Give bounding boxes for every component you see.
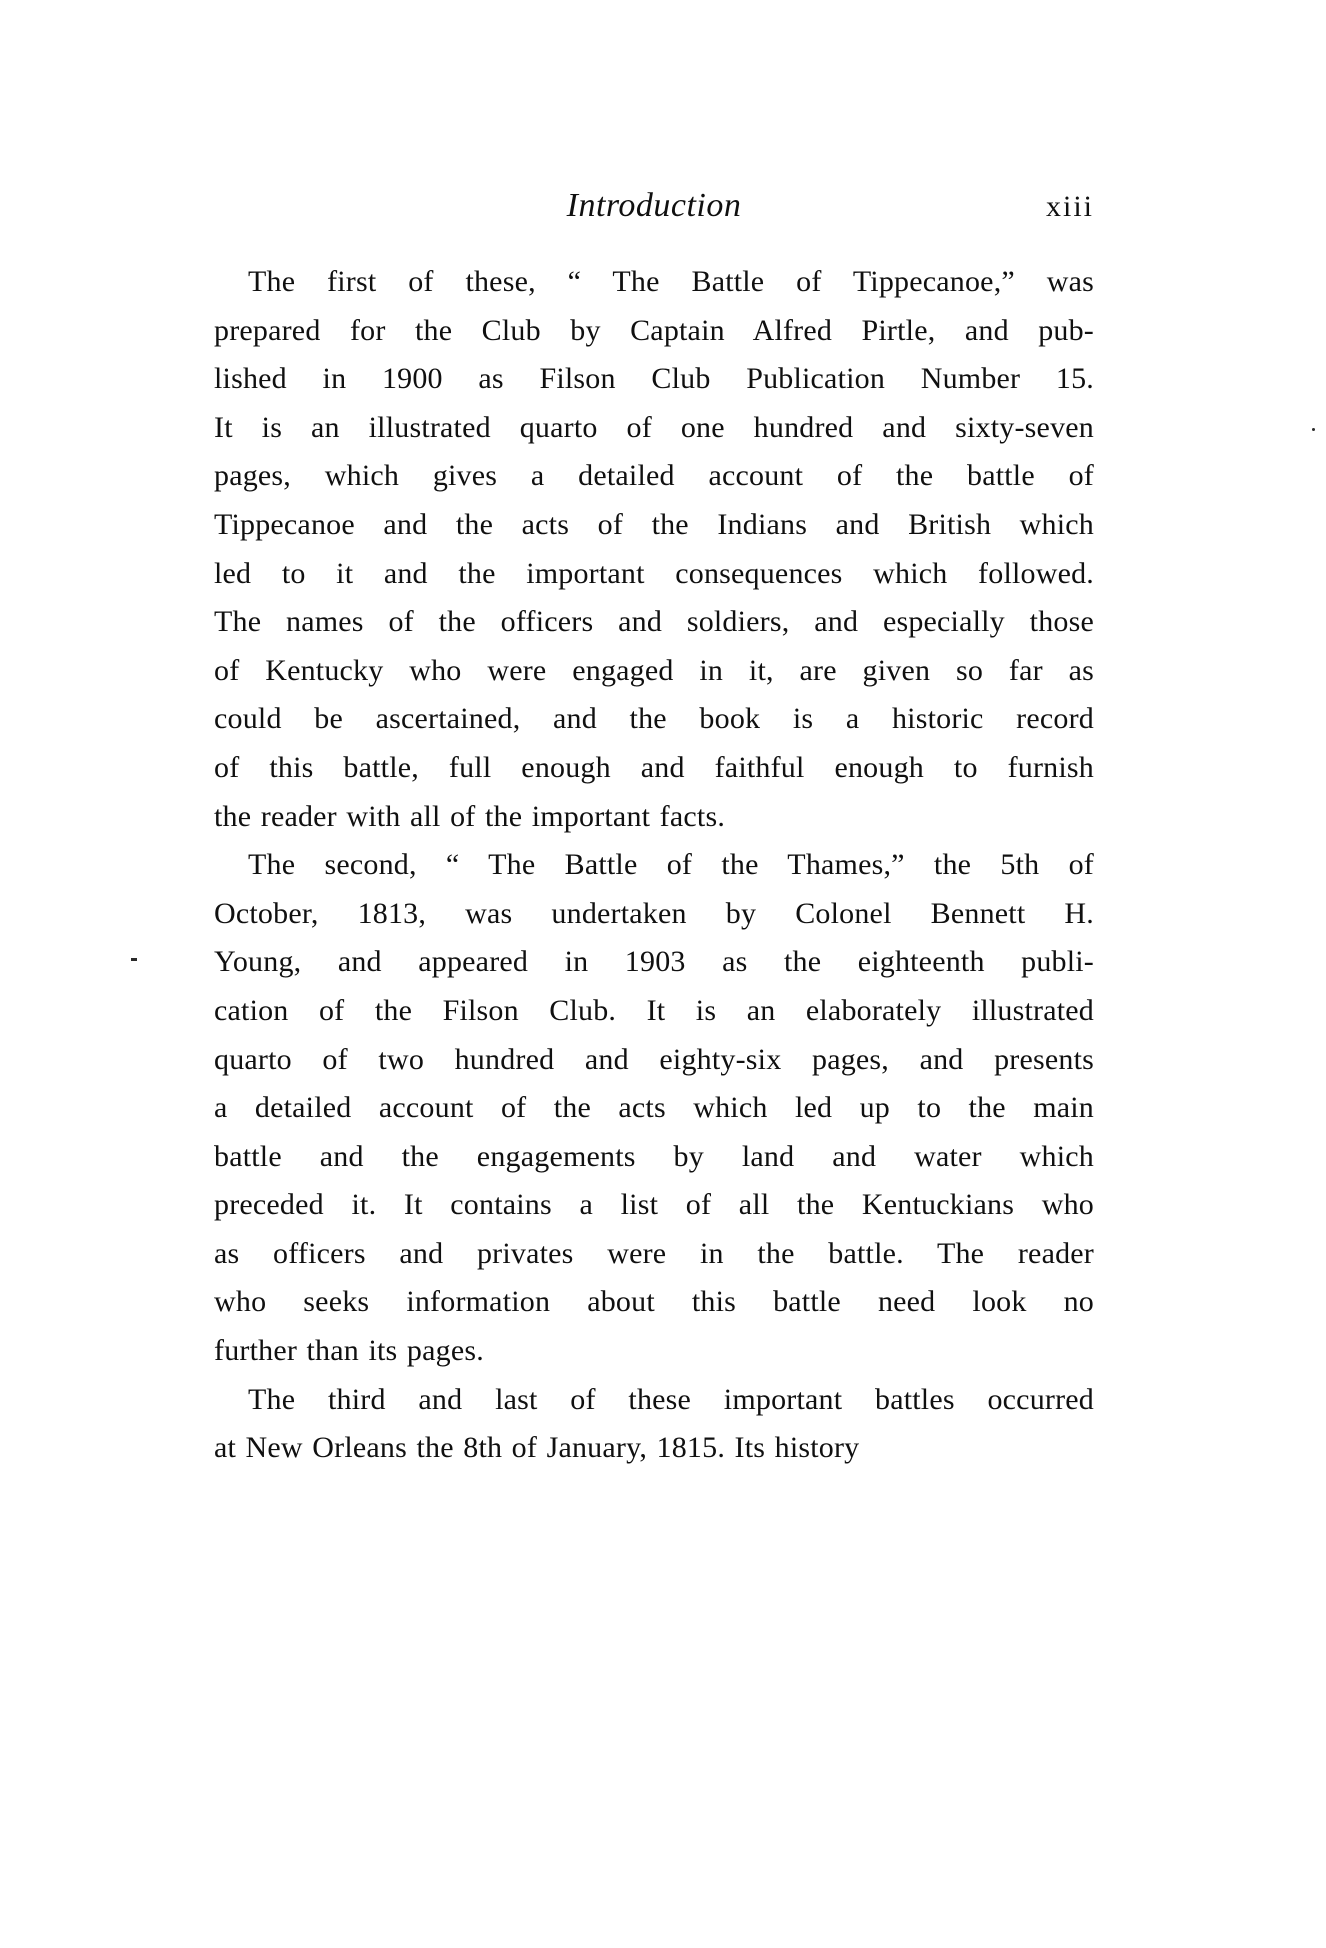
text-line: who seeks information about this battle need look no [214, 1285, 1094, 1319]
text-line: pages, which gives a detailed account of the battle of [214, 459, 1094, 493]
text-line: cation of the Filson Club. It is an elaborately illustrated [214, 993, 1094, 1027]
text-line: The second, “ The Battle of the Thames,” the 5th of [248, 848, 1094, 882]
text-line: preceded it. It contains a list of all the Kentuckians who [214, 1188, 1094, 1222]
text-line: could be ascertained, and the book is a historic record [214, 702, 1094, 736]
text-line: It is an illustrated quarto of one hundred and sixty-seven [214, 410, 1094, 444]
text-line: quarto of two hundred and eighty-six pages, and presents [214, 1042, 1094, 1076]
running-head [214, 186, 1094, 230]
text-line: Young, and appeared in 1903 as the eighteenth publi- [214, 945, 1094, 979]
text-line: The first of these, “ The Battle of Tippecanoe,” was [248, 265, 1094, 298]
text-line: Tippecanoe and the acts of the Indians and British which [214, 507, 1094, 541]
text-line: further than its pages. [214, 1334, 484, 1368]
paragraph [214, 1376, 1094, 1473]
page-title: Introduction [566, 187, 742, 224]
text-line: led to it and the important consequences which followed. [214, 556, 1094, 590]
text-line: The third and last of these important battles occurred [248, 1382, 1094, 1416]
text-line: of this battle, full enough and faithful enough to furnish [214, 750, 1094, 784]
text-line: of Kentucky who were engaged in it, are given so far as [214, 653, 1094, 687]
text-line: as officers and privates were in the battle. The reader [214, 1236, 1094, 1270]
scan-speck-dash [131, 958, 137, 961]
text-line: the reader with all of the important facts. [214, 799, 726, 833]
text-line: October, 1813, was undertaken by Colonel Bennett H. [214, 896, 1094, 930]
paragraph [214, 258, 1094, 841]
scan-speck-dot [1312, 428, 1315, 431]
paragraph [214, 841, 1094, 1376]
text-line: prepared for the Club by Captain Alfred Pirtle, and pub- [214, 313, 1094, 347]
text-line: The names of the officers and soldiers, and especially those [214, 605, 1094, 639]
text-line: a detailed account of the acts which led up to the main [214, 1091, 1094, 1125]
text-line: lished in 1900 as Filson Club Publication Number 15. [214, 362, 1094, 396]
text-line: at New Orleans the 8th of January, 1815. Its history [214, 1431, 860, 1465]
text-block [214, 258, 1094, 1473]
page-number: xiii [1045, 190, 1094, 223]
text-line: battle and the engagements by land and water which [214, 1139, 1094, 1173]
